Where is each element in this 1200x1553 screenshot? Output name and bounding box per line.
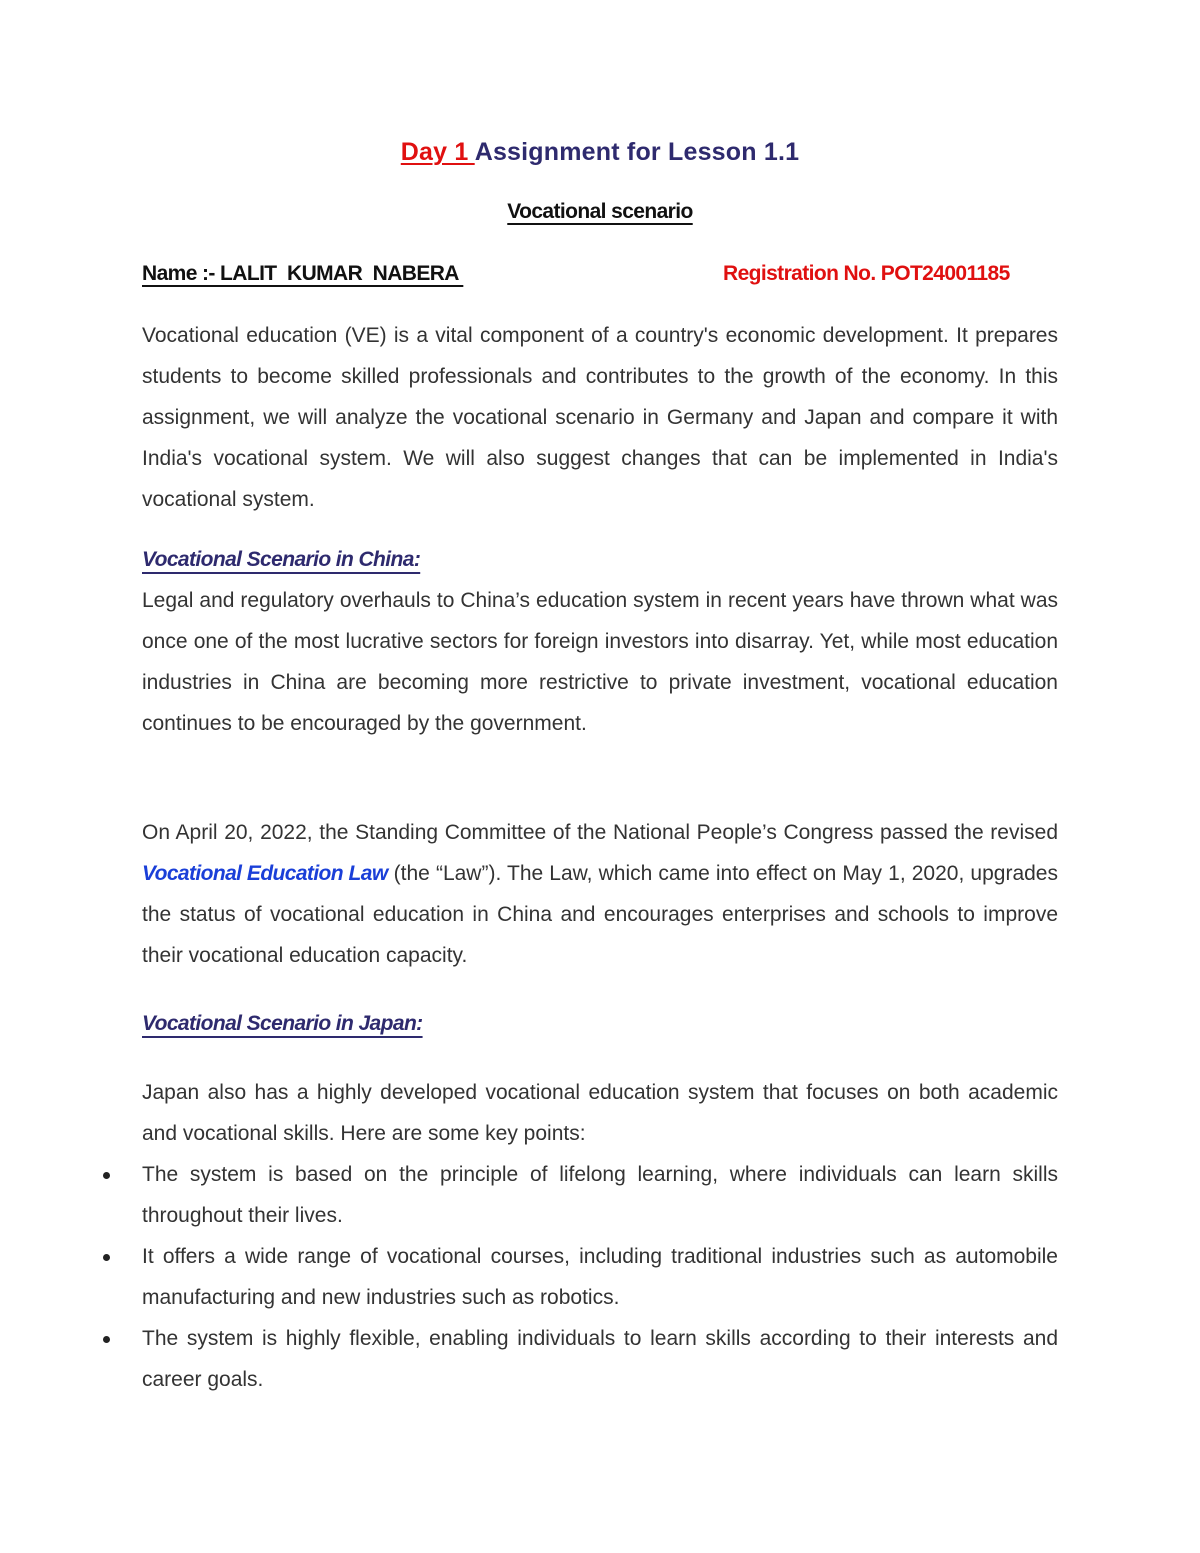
student-name: Name :- LALIT KUMAR NABERA [142, 262, 464, 285]
bullet-icon [103, 1254, 110, 1261]
japan-heading: Vocational Scenario in Japan: [142, 1012, 423, 1035]
japan-key-points-list [0, 1154, 1200, 1400]
bullet-icon [103, 1336, 110, 1343]
document-title [0, 138, 1200, 167]
title-rest: Assignment for Lesson 1.1 [474, 138, 800, 166]
title-day-label: Day 1 [400, 138, 469, 166]
list-item: The system is based on the principle of lifelong learning, where individuals can learn skills throughout their lives. [0, 1154, 1200, 1236]
japan-intro-paragraph: Japan also has a highly developed vocational education system that focuses on both academic and vocational skills. Here are some key points: [142, 1081, 1058, 1145]
document-subtitle: Vocational scenario [507, 200, 693, 223]
intro-paragraph: Vocational education (VE) is a vital component of a country's economic development. It prepares students to become skilled professionals and contributes to the growth of the economy. In this assignment, we will analyze the vocational scenario in Germany and Japan and compare it with India's vocational system. We will also suggest changes that can be implemented in India's vocational system. [142, 324, 1058, 511]
list-item: The system is highly flexible, enabling individuals to learn skills according to their interests and career goals. [0, 1318, 1200, 1400]
china-heading: Vocational Scenario in China: [142, 548, 421, 571]
list-item: It offers a wide range of vocational courses, including traditional industries such as automobile manufacturing and new industries such as robotics. [0, 1236, 1200, 1318]
registration-number: Registration No. POT24001185 [723, 262, 1010, 285]
china-paragraph-1: Legal and regulatory overhauls to China’s education system in recent years have thrown what was once one of the most lucrative sectors for foreign investors into disarray. Yet, while most education industries in China are becoming more restrictive to private investment, vocational education continues to be encouraged by the government. [142, 589, 1058, 735]
china-paragraph-2: On April 20, 2022, the Standing Committee of the National People’s Congress passed the revised Vocational Education Law (the “Law”). The Law, which came into effect on May 1, 2020, upgrades the status of vocational education in China and encourages enterprises and schools to improve their vocational education capacity. [142, 821, 1058, 967]
vocational-education-law-link[interactable]: Vocational Education Law [142, 862, 388, 885]
bullet-icon [103, 1172, 110, 1179]
